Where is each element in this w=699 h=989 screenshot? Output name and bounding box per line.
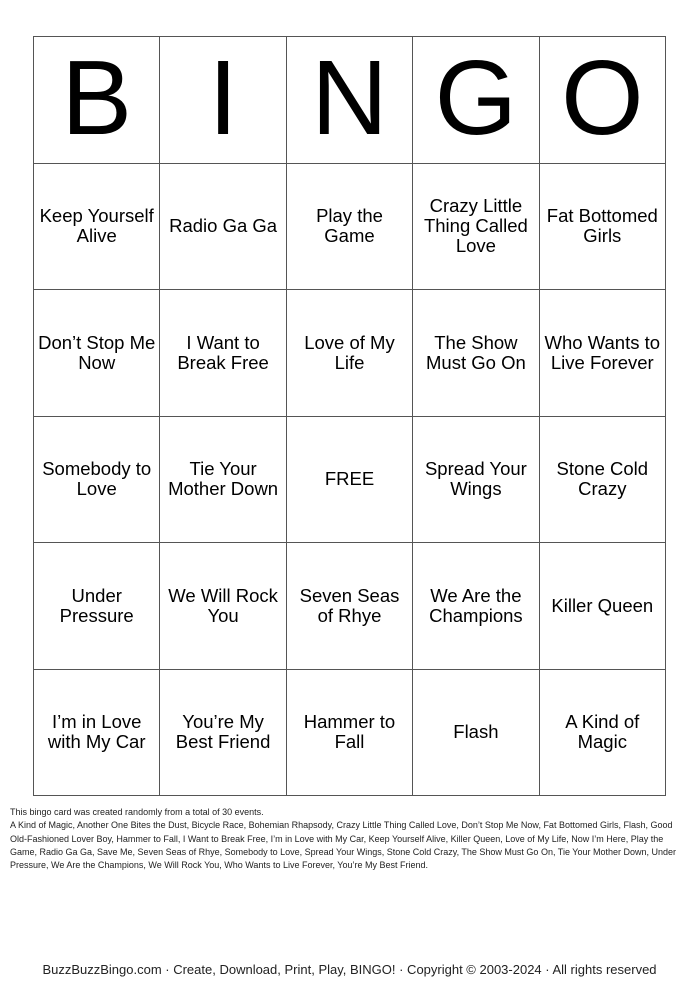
bingo-square: Who Wants to Live Forever [540, 290, 666, 417]
bingo-square: We Are the Champions [413, 543, 539, 670]
bingo-square: Fat Bottomed Girls [540, 164, 666, 291]
bingo-square: We Will Rock You [160, 543, 286, 670]
bingo-square: Seven Seas of Rhye [287, 543, 413, 670]
bingo-square: Killer Queen [540, 543, 666, 670]
bingo-square: Somebody to Love [34, 417, 160, 544]
bingo-square: Stone Cold Crazy [540, 417, 666, 544]
header-letter-o [540, 37, 666, 164]
card-event-list: A Kind of Magic, Another One Bites the Dust, Bicycle Race, Bohemian Rhapsody, Crazy Little Thing Called Love, Don’t Stop Me Now, Fat Bottomed Girls, Flash, Good Old-Fashioned Lover Boy, Hammer to Fall, I Want to Break Free, I’m in Love with My Car, Keep Yourself Alive, Killer Queen, Love of My Life, Now I’m Here, Play the Game, Radio Ga Ga, Save Me, Seven Seas of Rhye, Somebody to Love, Spread Your Wings, Stone Cold Crazy, The Show Must Go On, Tie Your Mother Down, Under Pressure, We Are the Champions, We Will Rock You, Who Wants to Live Forever, You’re My Best Friend. [10, 820, 677, 871]
bingo-square: I Want to Break Free [160, 290, 286, 417]
bingo-square: Love of My Life [287, 290, 413, 417]
bingo-square: A Kind of Magic [540, 670, 666, 797]
header-letter-text: G [434, 38, 518, 157]
header-letter-n [287, 37, 413, 164]
header-letter-text: B [61, 38, 133, 157]
bingo-square: Hammer to Fall [287, 670, 413, 797]
bingo-square: I’m in Love with My Car [34, 670, 160, 797]
header-letter-i [160, 37, 286, 164]
bingo-square: Play the Game [287, 164, 413, 291]
copyright-line: BuzzBuzzBingo.com · Create, Download, Print, Play, BINGO! · Copyright © 2003-2024 · All rights reserved [42, 962, 657, 977]
bingo-card [33, 36, 666, 796]
bingo-square: Don’t Stop Me Now [34, 290, 160, 417]
bingo-square: Keep Yourself Alive [34, 164, 160, 291]
bingo-square: Under Pressure [34, 543, 160, 670]
header-letter-text: O [561, 38, 644, 157]
card-info-intro: This bingo card was created randomly from a total of 30 events. [10, 807, 264, 817]
header-letter-text: N [311, 38, 388, 157]
card-info [10, 806, 690, 872]
free-square: FREE [287, 417, 413, 544]
bingo-square: The Show Must Go On [413, 290, 539, 417]
header-letter-g [413, 37, 539, 164]
bingo-square: You’re My Best Friend [160, 670, 286, 797]
header-letter-text: I [208, 38, 238, 157]
bingo-square: Flash [413, 670, 539, 797]
bingo-square: Spread Your Wings [413, 417, 539, 544]
bingo-square: Crazy Little Thing Called Love [413, 164, 539, 291]
header-letter-b [34, 37, 160, 164]
bingo-square: Radio Ga Ga [160, 164, 286, 291]
bingo-square: Tie Your Mother Down [160, 417, 286, 544]
